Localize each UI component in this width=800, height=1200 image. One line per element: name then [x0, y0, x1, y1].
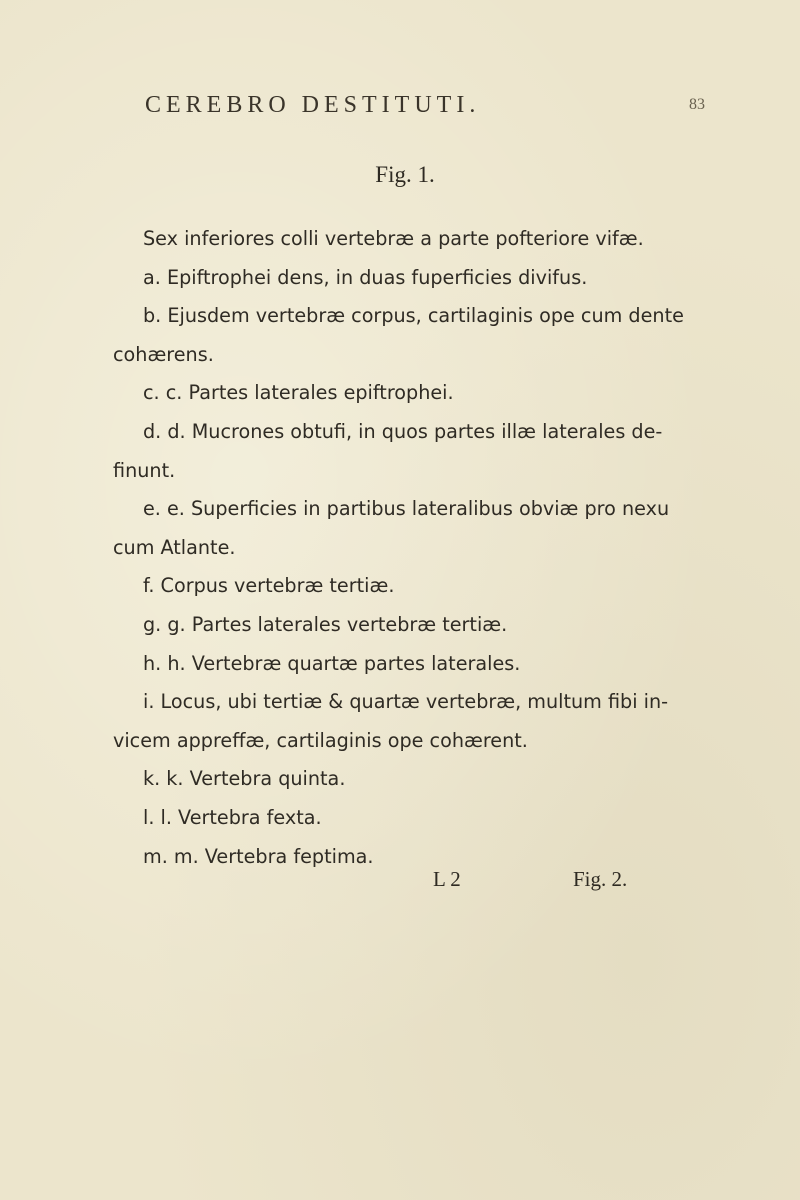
legend-entry: i. Locus, ubi tertiæ & quartæ vertebræ, multum fibi in- [143, 690, 669, 714]
legend-entry-continuation: vicem appreffæ, cartilaginis ope cohærent. [113, 728, 528, 752]
legend-entry: b. Ejusdem vertebræ corpus, cartilaginis ope cum dente [143, 304, 684, 328]
running-head [145, 92, 705, 126]
legend-entry: a. Epiftrophei dens, in duas fuperficies divifus. [143, 265, 588, 289]
legend-entry: k. k. Vertebra quinta. [143, 767, 346, 791]
catchword: Fig. 2. [573, 867, 628, 891]
figure-legend [113, 220, 684, 876]
page-footer [0, 867, 800, 901]
legend-entry: l. l. Vertebra fexta. [143, 805, 322, 829]
legend-entry: c. c. Partes laterales epiftrophei. [143, 381, 454, 405]
legend-entry-continuation: cum Atlante. [113, 535, 236, 559]
legend-entry-continuation: finunt. [113, 458, 176, 482]
legend-entry: f. Corpus vertebræ tertiæ. [143, 574, 395, 598]
page-number: 83 [689, 96, 705, 113]
legend-entry: m. m. Vertebra feptima. [143, 844, 374, 868]
legend-entry: e. e. Superficies in partibus lateralibus obviæ pro nexu [143, 497, 670, 521]
figure-heading: Fig. 1. [375, 162, 435, 187]
legend-entry: g. g. Partes laterales vertebræ tertiæ. [143, 612, 508, 636]
signature-mark: L 2 [433, 867, 461, 891]
legend-entry: Sex inferiores colli vertebræ a parte pofteriore vifæ. [143, 227, 644, 250]
legend-entry: h. h. Vertebræ quartæ partes laterales. [143, 651, 521, 675]
legend-entry-continuation: cohærens. [113, 342, 214, 366]
legend-entry: d. d. Mucrones obtufi, in quos partes illæ laterales de- [143, 419, 663, 443]
running-title: CEREBRO DESTITUTI. [145, 92, 481, 118]
